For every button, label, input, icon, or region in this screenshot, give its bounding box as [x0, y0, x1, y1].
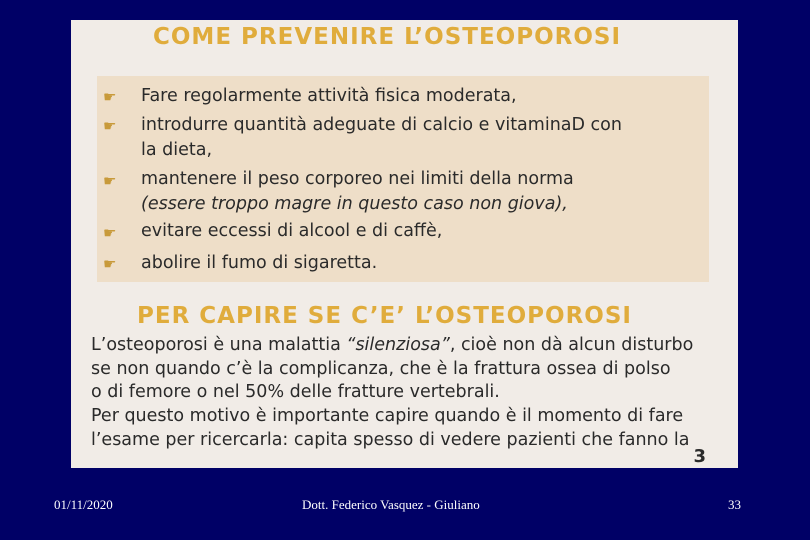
bullet-text: Fare regolarmente attività fisica moderata, [141, 86, 517, 106]
page-number: 3 [693, 446, 706, 467]
heading-diagnosis: PER CAPIRE SE C’E’ L’OSTEOPOROSI [137, 303, 632, 329]
pointing-hand-icon: ☛ [103, 225, 117, 242]
pointing-hand-icon: ☛ [103, 118, 117, 135]
paragraph-line: Per questo motivo è importante capire quando è il momento di fare [91, 406, 684, 426]
paragraph-text: L’osteoporosi è una malattia [91, 335, 347, 355]
bullet-text: mantenere il peso corporeo nei limiti della norma [141, 169, 574, 189]
bullet-text: evitare eccessi di alcool e di caffè, [141, 221, 443, 241]
paragraph-line [91, 334, 693, 356]
heading-prevention: COME PREVENIRE L’OSTEOPOROSI [153, 24, 622, 50]
footer-date: 01/11/2020 [54, 497, 113, 512]
bullet-text: introdurre quantità adeguate di calcio e vitaminaD con [141, 115, 622, 135]
pointing-hand-icon: ☛ [103, 89, 117, 106]
paragraph-text: , cioè non dà alcun disturbo [449, 335, 694, 355]
paragraph-line: l’esame per ricercarla: capita spesso di vedere pazienti che fanno la [91, 430, 690, 450]
bullet-text: (essere troppo magre in questo caso non giova), [141, 194, 568, 214]
bullet-text: abolire il fumo di sigaretta. [141, 253, 378, 273]
pointing-hand-icon: ☛ [103, 256, 117, 273]
bullet-text: la dieta, [141, 140, 213, 160]
paragraph-line: se non quando c’è la complicanza, che è la frattura ossea di polso [91, 359, 671, 379]
paragraph-quote: “silenziosa” [346, 335, 450, 355]
footer-author: Dott. Federico Vasquez - Giuliano [302, 497, 480, 512]
pointing-hand-icon: ☛ [103, 173, 117, 190]
paragraph-line: o di femore o nel 50% delle fratture vertebrali. [91, 382, 500, 402]
document-photo [71, 20, 738, 468]
slide-number: 33 [728, 497, 741, 512]
